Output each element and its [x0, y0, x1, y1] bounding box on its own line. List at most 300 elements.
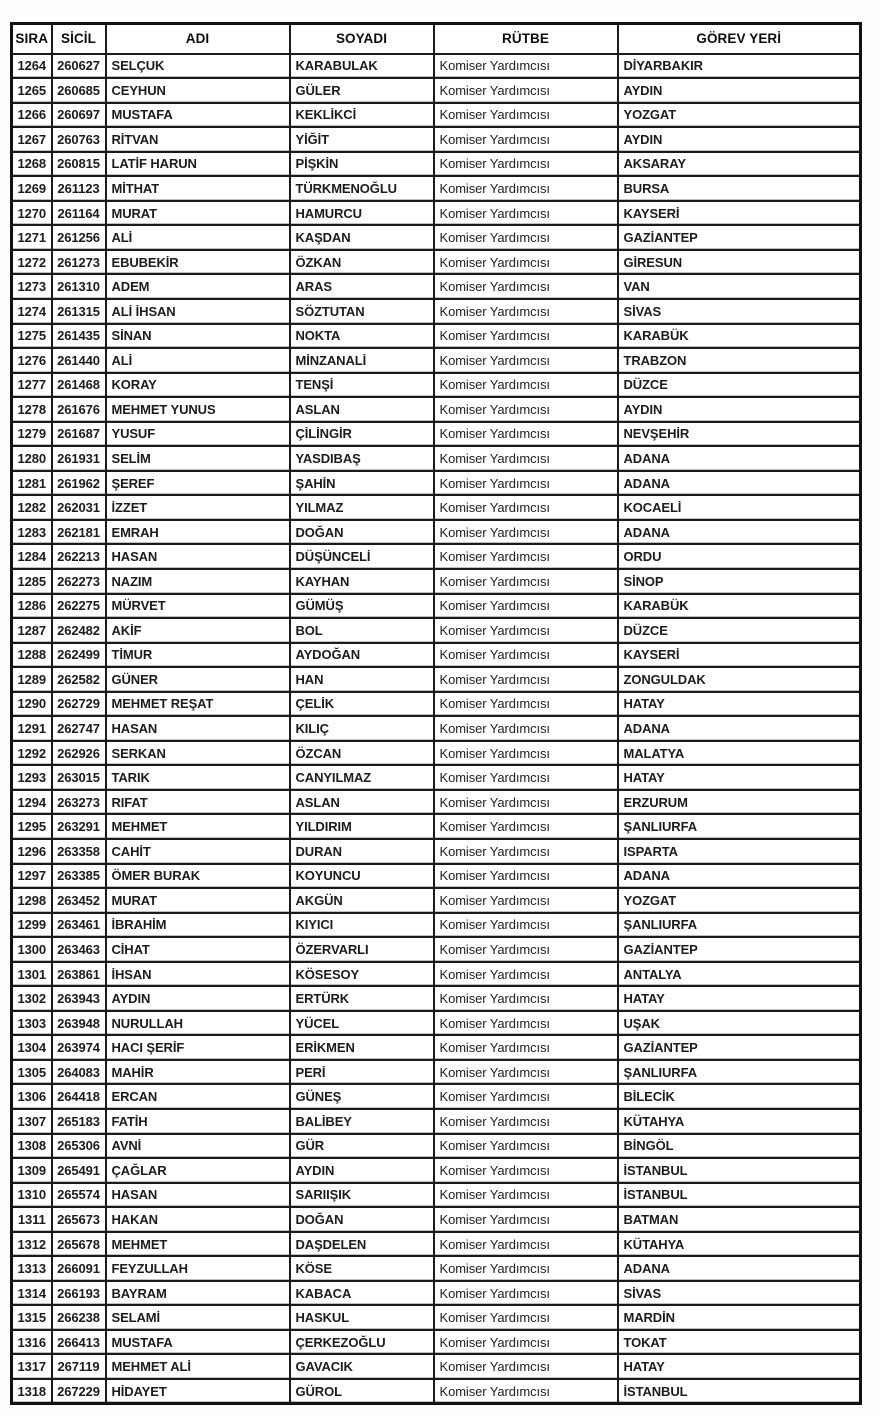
cell-rutbe: Komiser Yardımcısı [434, 790, 618, 815]
cell-gorev: BURSA [618, 176, 861, 201]
cell-soyadi: DAŞDELEN [290, 1232, 434, 1257]
cell-rutbe: Komiser Yardımcısı [434, 1305, 618, 1330]
cell-rutbe: Komiser Yardımcısı [434, 250, 618, 275]
table-row [12, 201, 861, 226]
cell-adi: LATİF HARUN [106, 152, 290, 177]
cell-gorev: HATAY [618, 692, 861, 717]
cell-gorev: KAYSERİ [618, 201, 861, 226]
table-row [12, 54, 861, 79]
cell-adi: ADEM [106, 274, 290, 299]
cell-rutbe: Komiser Yardımcısı [434, 520, 618, 545]
table-row [12, 250, 861, 275]
cell-adi: SERKAN [106, 741, 290, 766]
cell-sira: 1315 [12, 1305, 52, 1330]
table-row [12, 1084, 861, 1109]
cell-sira: 1297 [12, 864, 52, 889]
cell-rutbe: Komiser Yardımcısı [434, 397, 618, 422]
cell-adi: AKİF [106, 618, 290, 643]
cell-sicil: 261687 [52, 422, 106, 447]
cell-sira: 1266 [12, 103, 52, 128]
cell-rutbe: Komiser Yardımcısı [434, 274, 618, 299]
cell-rutbe: Komiser Yardımcısı [434, 1109, 618, 1134]
cell-gorev: ŞANLIURFA [618, 913, 861, 938]
cell-rutbe: Komiser Yardımcısı [434, 201, 618, 226]
cell-sicil: 266193 [52, 1281, 106, 1306]
cell-gorev: GAZİANTEP [618, 1035, 861, 1060]
cell-sira: 1306 [12, 1084, 52, 1109]
cell-sira: 1284 [12, 544, 52, 569]
cell-sicil: 262499 [52, 643, 106, 668]
cell-sicil: 265673 [52, 1207, 106, 1232]
table-row [12, 594, 861, 619]
cell-rutbe: Komiser Yardımcısı [434, 1084, 618, 1109]
column-header-soyadi: SOYADI [290, 24, 434, 54]
column-header-rutbe: RÜTBE [434, 24, 618, 54]
cell-sicil: 263273 [52, 790, 106, 815]
table-body [12, 54, 861, 1404]
cell-gorev: MALATYA [618, 741, 861, 766]
cell-sicil: 263974 [52, 1035, 106, 1060]
cell-soyadi: YILDIRIM [290, 814, 434, 839]
cell-adi: HASAN [106, 544, 290, 569]
table-row [12, 1035, 861, 1060]
cell-soyadi: ÇERKEZOĞLU [290, 1330, 434, 1355]
cell-adi: ŞEREF [106, 471, 290, 496]
table-row [12, 692, 861, 717]
cell-adi: TİMUR [106, 643, 290, 668]
cell-sicil: 262031 [52, 495, 106, 520]
cell-adi: SELİM [106, 446, 290, 471]
cell-sicil: 263358 [52, 839, 106, 864]
cell-rutbe: Komiser Yardımcısı [434, 888, 618, 913]
cell-gorev: ADANA [618, 1256, 861, 1281]
cell-sira: 1294 [12, 790, 52, 815]
cell-adi: CEYHUN [106, 78, 290, 103]
cell-gorev: ADANA [618, 471, 861, 496]
cell-gorev: DÜZCE [618, 373, 861, 398]
cell-rutbe: Komiser Yardımcısı [434, 1256, 618, 1281]
cell-gorev: ŞANLIURFA [618, 814, 861, 839]
cell-adi: ERCAN [106, 1084, 290, 1109]
column-header-adi: ADI [106, 24, 290, 54]
table-row [12, 1207, 861, 1232]
cell-rutbe: Komiser Yardımcısı [434, 54, 618, 79]
cell-gorev: AYDIN [618, 78, 861, 103]
cell-sira: 1280 [12, 446, 52, 471]
cell-adi: MİTHAT [106, 176, 290, 201]
cell-gorev: SİVAS [618, 1281, 861, 1306]
cell-soyadi: KOYUNCU [290, 864, 434, 889]
cell-gorev: ANTALYA [618, 962, 861, 987]
cell-adi: MEHMET YUNUS [106, 397, 290, 422]
cell-sicil: 261435 [52, 324, 106, 349]
cell-gorev: ADANA [618, 520, 861, 545]
cell-soyadi: KÖSESOY [290, 962, 434, 987]
cell-soyadi: ŞAHİN [290, 471, 434, 496]
cell-rutbe: Komiser Yardımcısı [434, 643, 618, 668]
table-row [12, 986, 861, 1011]
cell-sicil: 262926 [52, 741, 106, 766]
cell-adi: MEHMET REŞAT [106, 692, 290, 717]
cell-soyadi: KAŞDAN [290, 225, 434, 250]
cell-rutbe: Komiser Yardımcısı [434, 422, 618, 447]
cell-soyadi: SARIIŞIK [290, 1183, 434, 1208]
cell-soyadi: ARAS [290, 274, 434, 299]
cell-soyadi: KÖSE [290, 1256, 434, 1281]
cell-sicil: 261931 [52, 446, 106, 471]
cell-rutbe: Komiser Yardımcısı [434, 814, 618, 839]
cell-adi: HASAN [106, 1183, 290, 1208]
table-row [12, 1183, 861, 1208]
cell-sicil: 266413 [52, 1330, 106, 1355]
cell-soyadi: ÖZERVARLI [290, 937, 434, 962]
cell-sira: 1267 [12, 127, 52, 152]
table-row [12, 127, 861, 152]
cell-sira: 1318 [12, 1379, 52, 1404]
cell-gorev: BATMAN [618, 1207, 861, 1232]
table-row [12, 1232, 861, 1257]
cell-sicil: 266091 [52, 1256, 106, 1281]
cell-gorev: ISPARTA [618, 839, 861, 864]
cell-sicil: 265678 [52, 1232, 106, 1257]
cell-soyadi: DÜŞÜNCELİ [290, 544, 434, 569]
cell-rutbe: Komiser Yardımcısı [434, 618, 618, 643]
cell-sicil: 263463 [52, 937, 106, 962]
cell-sicil: 263452 [52, 888, 106, 913]
cell-soyadi: DOĞAN [290, 520, 434, 545]
table-row [12, 1281, 861, 1306]
cell-adi: KORAY [106, 373, 290, 398]
cell-sicil: 264418 [52, 1084, 106, 1109]
cell-rutbe: Komiser Yardımcısı [434, 152, 618, 177]
cell-sicil: 266238 [52, 1305, 106, 1330]
cell-adi: MURAT [106, 888, 290, 913]
cell-sira: 1272 [12, 250, 52, 275]
cell-soyadi: ÇİLİNGİR [290, 422, 434, 447]
cell-rutbe: Komiser Yardımcısı [434, 348, 618, 373]
cell-adi: MEHMET [106, 814, 290, 839]
cell-adi: ÇAĞLAR [106, 1158, 290, 1183]
table-row [12, 643, 861, 668]
cell-adi: RIFAT [106, 790, 290, 815]
cell-rutbe: Komiser Yardımcısı [434, 1330, 618, 1355]
cell-sicil: 261273 [52, 250, 106, 275]
cell-soyadi: YILMAZ [290, 495, 434, 520]
cell-sira: 1286 [12, 594, 52, 619]
cell-soyadi: CANYILMAZ [290, 765, 434, 790]
table-row [12, 667, 861, 692]
cell-sira: 1271 [12, 225, 52, 250]
cell-sira: 1302 [12, 986, 52, 1011]
table-row [12, 152, 861, 177]
table-row [12, 913, 861, 938]
cell-sicil: 265306 [52, 1134, 106, 1159]
cell-soyadi: KEKLİKCİ [290, 103, 434, 128]
cell-soyadi: AYDIN [290, 1158, 434, 1183]
cell-sira: 1283 [12, 520, 52, 545]
cell-adi: SİNAN [106, 324, 290, 349]
cell-sira: 1300 [12, 937, 52, 962]
cell-soyadi: AYDOĞAN [290, 643, 434, 668]
table-row [12, 348, 861, 373]
cell-sira: 1287 [12, 618, 52, 643]
cell-rutbe: Komiser Yardımcısı [434, 324, 618, 349]
cell-sicil: 262747 [52, 716, 106, 741]
table-row [12, 1109, 861, 1134]
cell-gorev: YOZGAT [618, 888, 861, 913]
cell-soyadi: GÜR [290, 1134, 434, 1159]
cell-adi: BAYRAM [106, 1281, 290, 1306]
cell-sicil: 265574 [52, 1183, 106, 1208]
cell-sicil: 263385 [52, 864, 106, 889]
cell-adi: HACI ŞERİF [106, 1035, 290, 1060]
cell-sira: 1301 [12, 962, 52, 987]
cell-adi: SELAMİ [106, 1305, 290, 1330]
cell-sira: 1308 [12, 1134, 52, 1159]
cell-gorev: AKSARAY [618, 152, 861, 177]
cell-adi: EBUBEKİR [106, 250, 290, 275]
cell-rutbe: Komiser Yardımcısı [434, 471, 618, 496]
cell-gorev: İSTANBUL [618, 1158, 861, 1183]
table-header-row [12, 24, 861, 54]
cell-rutbe: Komiser Yardımcısı [434, 1011, 618, 1036]
cell-gorev: TOKAT [618, 1330, 861, 1355]
cell-sicil: 262275 [52, 594, 106, 619]
cell-rutbe: Komiser Yardımcısı [434, 913, 618, 938]
cell-rutbe: Komiser Yardımcısı [434, 1354, 618, 1379]
cell-soyadi: KARABULAK [290, 54, 434, 79]
cell-rutbe: Komiser Yardımcısı [434, 544, 618, 569]
cell-sira: 1270 [12, 201, 52, 226]
table-row [12, 1256, 861, 1281]
cell-soyadi: ASLAN [290, 790, 434, 815]
cell-rutbe: Komiser Yardımcısı [434, 1158, 618, 1183]
cell-sira: 1282 [12, 495, 52, 520]
cell-sicil: 261256 [52, 225, 106, 250]
cell-rutbe: Komiser Yardımcısı [434, 1379, 618, 1404]
table-row [12, 446, 861, 471]
cell-sira: 1296 [12, 839, 52, 864]
cell-rutbe: Komiser Yardımcısı [434, 839, 618, 864]
cell-sira: 1311 [12, 1207, 52, 1232]
cell-rutbe: Komiser Yardımcısı [434, 765, 618, 790]
column-header-sicil: SİCİL [52, 24, 106, 54]
cell-rutbe: Komiser Yardımcısı [434, 373, 618, 398]
table-row [12, 1305, 861, 1330]
cell-gorev: İSTANBUL [618, 1379, 861, 1404]
cell-rutbe: Komiser Yardımcısı [434, 1134, 618, 1159]
cell-sira: 1316 [12, 1330, 52, 1355]
cell-gorev: ŞANLIURFA [618, 1060, 861, 1085]
cell-sira: 1278 [12, 397, 52, 422]
table-row [12, 569, 861, 594]
cell-gorev: NEVŞEHİR [618, 422, 861, 447]
cell-sira: 1314 [12, 1281, 52, 1306]
cell-gorev: KOCAELİ [618, 495, 861, 520]
table-row [12, 225, 861, 250]
cell-soyadi: PİŞKİN [290, 152, 434, 177]
cell-adi: MÜRVET [106, 594, 290, 619]
cell-soyadi: AKGÜN [290, 888, 434, 913]
cell-sira: 1305 [12, 1060, 52, 1085]
cell-soyadi: MİNZANALİ [290, 348, 434, 373]
table-row [12, 716, 861, 741]
cell-adi: AVNİ [106, 1134, 290, 1159]
cell-soyadi: HASKUL [290, 1305, 434, 1330]
cell-rutbe: Komiser Yardımcısı [434, 864, 618, 889]
cell-sira: 1295 [12, 814, 52, 839]
cell-rutbe: Komiser Yardımcısı [434, 225, 618, 250]
cell-sira: 1310 [12, 1183, 52, 1208]
cell-sicil: 261468 [52, 373, 106, 398]
table-row [12, 373, 861, 398]
cell-sicil: 261315 [52, 299, 106, 324]
cell-rutbe: Komiser Yardımcısı [434, 299, 618, 324]
cell-adi: AYDIN [106, 986, 290, 1011]
cell-sira: 1274 [12, 299, 52, 324]
cell-sicil: 263948 [52, 1011, 106, 1036]
cell-adi: NURULLAH [106, 1011, 290, 1036]
personnel-roster-table [10, 22, 862, 1405]
cell-sicil: 267119 [52, 1354, 106, 1379]
cell-rutbe: Komiser Yardımcısı [434, 1060, 618, 1085]
table-row [12, 103, 861, 128]
cell-sicil: 264083 [52, 1060, 106, 1085]
cell-soyadi: BALİBEY [290, 1109, 434, 1134]
table-row [12, 790, 861, 815]
cell-adi: ALİ İHSAN [106, 299, 290, 324]
table-row [12, 495, 861, 520]
cell-rutbe: Komiser Yardımcısı [434, 937, 618, 962]
cell-rutbe: Komiser Yardımcısı [434, 986, 618, 1011]
cell-soyadi: YİĞİT [290, 127, 434, 152]
cell-gorev: AYDIN [618, 397, 861, 422]
cell-gorev: ADANA [618, 864, 861, 889]
table-row [12, 274, 861, 299]
cell-sira: 1281 [12, 471, 52, 496]
cell-soyadi: TENŞİ [290, 373, 434, 398]
cell-sicil: 260815 [52, 152, 106, 177]
cell-gorev: DÜZCE [618, 618, 861, 643]
cell-soyadi: GÜMÜŞ [290, 594, 434, 619]
cell-sira: 1299 [12, 913, 52, 938]
cell-sicil: 265183 [52, 1109, 106, 1134]
cell-sicil: 263861 [52, 962, 106, 987]
cell-gorev: KAYSERİ [618, 643, 861, 668]
table-row [12, 962, 861, 987]
table-row [12, 422, 861, 447]
cell-gorev: ADANA [618, 716, 861, 741]
cell-sira: 1264 [12, 54, 52, 79]
cell-rutbe: Komiser Yardımcısı [434, 446, 618, 471]
table-row [12, 324, 861, 349]
cell-sira: 1313 [12, 1256, 52, 1281]
table-row [12, 299, 861, 324]
cell-soyadi: DURAN [290, 839, 434, 864]
cell-soyadi: KABACA [290, 1281, 434, 1306]
cell-adi: MUSTAFA [106, 1330, 290, 1355]
cell-sicil: 263461 [52, 913, 106, 938]
column-header-gorev-yeri: GÖREV YERİ [618, 24, 861, 54]
cell-gorev: UŞAK [618, 1011, 861, 1036]
cell-gorev: ADANA [618, 446, 861, 471]
cell-gorev: SİNOP [618, 569, 861, 594]
cell-adi: CİHAT [106, 937, 290, 962]
cell-rutbe: Komiser Yardımcısı [434, 569, 618, 594]
cell-soyadi: ÖZKAN [290, 250, 434, 275]
cell-soyadi: GÜROL [290, 1379, 434, 1404]
cell-gorev: SİVAS [618, 299, 861, 324]
table-row [12, 765, 861, 790]
cell-sira: 1291 [12, 716, 52, 741]
cell-rutbe: Komiser Yardımcısı [434, 495, 618, 520]
table-row [12, 1158, 861, 1183]
cell-soyadi: KILIÇ [290, 716, 434, 741]
cell-sicil: 262482 [52, 618, 106, 643]
cell-rutbe: Komiser Yardımcısı [434, 1183, 618, 1208]
cell-adi: YUSUF [106, 422, 290, 447]
table-row [12, 888, 861, 913]
cell-adi: ALİ [106, 348, 290, 373]
table-row [12, 741, 861, 766]
cell-soyadi: SÖZTUTAN [290, 299, 434, 324]
table-row [12, 864, 861, 889]
table-row [12, 78, 861, 103]
table-row [12, 937, 861, 962]
cell-soyadi: KAYHAN [290, 569, 434, 594]
cell-gorev: ERZURUM [618, 790, 861, 815]
cell-sira: 1304 [12, 1035, 52, 1060]
cell-gorev: HATAY [618, 986, 861, 1011]
cell-sira: 1312 [12, 1232, 52, 1257]
cell-rutbe: Komiser Yardımcısı [434, 127, 618, 152]
cell-adi: HASAN [106, 716, 290, 741]
table-row [12, 1060, 861, 1085]
cell-adi: MURAT [106, 201, 290, 226]
cell-adi: ALİ [106, 225, 290, 250]
cell-adi: FATİH [106, 1109, 290, 1134]
cell-gorev: DİYARBAKIR [618, 54, 861, 79]
cell-soyadi: YÜCEL [290, 1011, 434, 1036]
cell-soyadi: ÖZCAN [290, 741, 434, 766]
cell-sicil: 262213 [52, 544, 106, 569]
cell-soyadi: NOKTA [290, 324, 434, 349]
cell-adi: MAHİR [106, 1060, 290, 1085]
cell-sicil: 265491 [52, 1158, 106, 1183]
cell-sira: 1275 [12, 324, 52, 349]
cell-sicil: 260697 [52, 103, 106, 128]
cell-rutbe: Komiser Yardımcısı [434, 594, 618, 619]
cell-soyadi: PERİ [290, 1060, 434, 1085]
table-row [12, 1011, 861, 1036]
cell-gorev: GİRESUN [618, 250, 861, 275]
cell-gorev: VAN [618, 274, 861, 299]
cell-adi: SELÇUK [106, 54, 290, 79]
cell-soyadi: YASDIBAŞ [290, 446, 434, 471]
cell-sicil: 262729 [52, 692, 106, 717]
table-row [12, 1330, 861, 1355]
cell-rutbe: Komiser Yardımcısı [434, 692, 618, 717]
cell-soyadi: ERTÜRK [290, 986, 434, 1011]
cell-sicil: 263943 [52, 986, 106, 1011]
cell-sira: 1288 [12, 643, 52, 668]
cell-soyadi: ÇELİK [290, 692, 434, 717]
cell-sira: 1317 [12, 1354, 52, 1379]
cell-adi: MUSTAFA [106, 103, 290, 128]
cell-sicil: 261310 [52, 274, 106, 299]
cell-soyadi: HAMURCU [290, 201, 434, 226]
cell-soyadi: DOĞAN [290, 1207, 434, 1232]
